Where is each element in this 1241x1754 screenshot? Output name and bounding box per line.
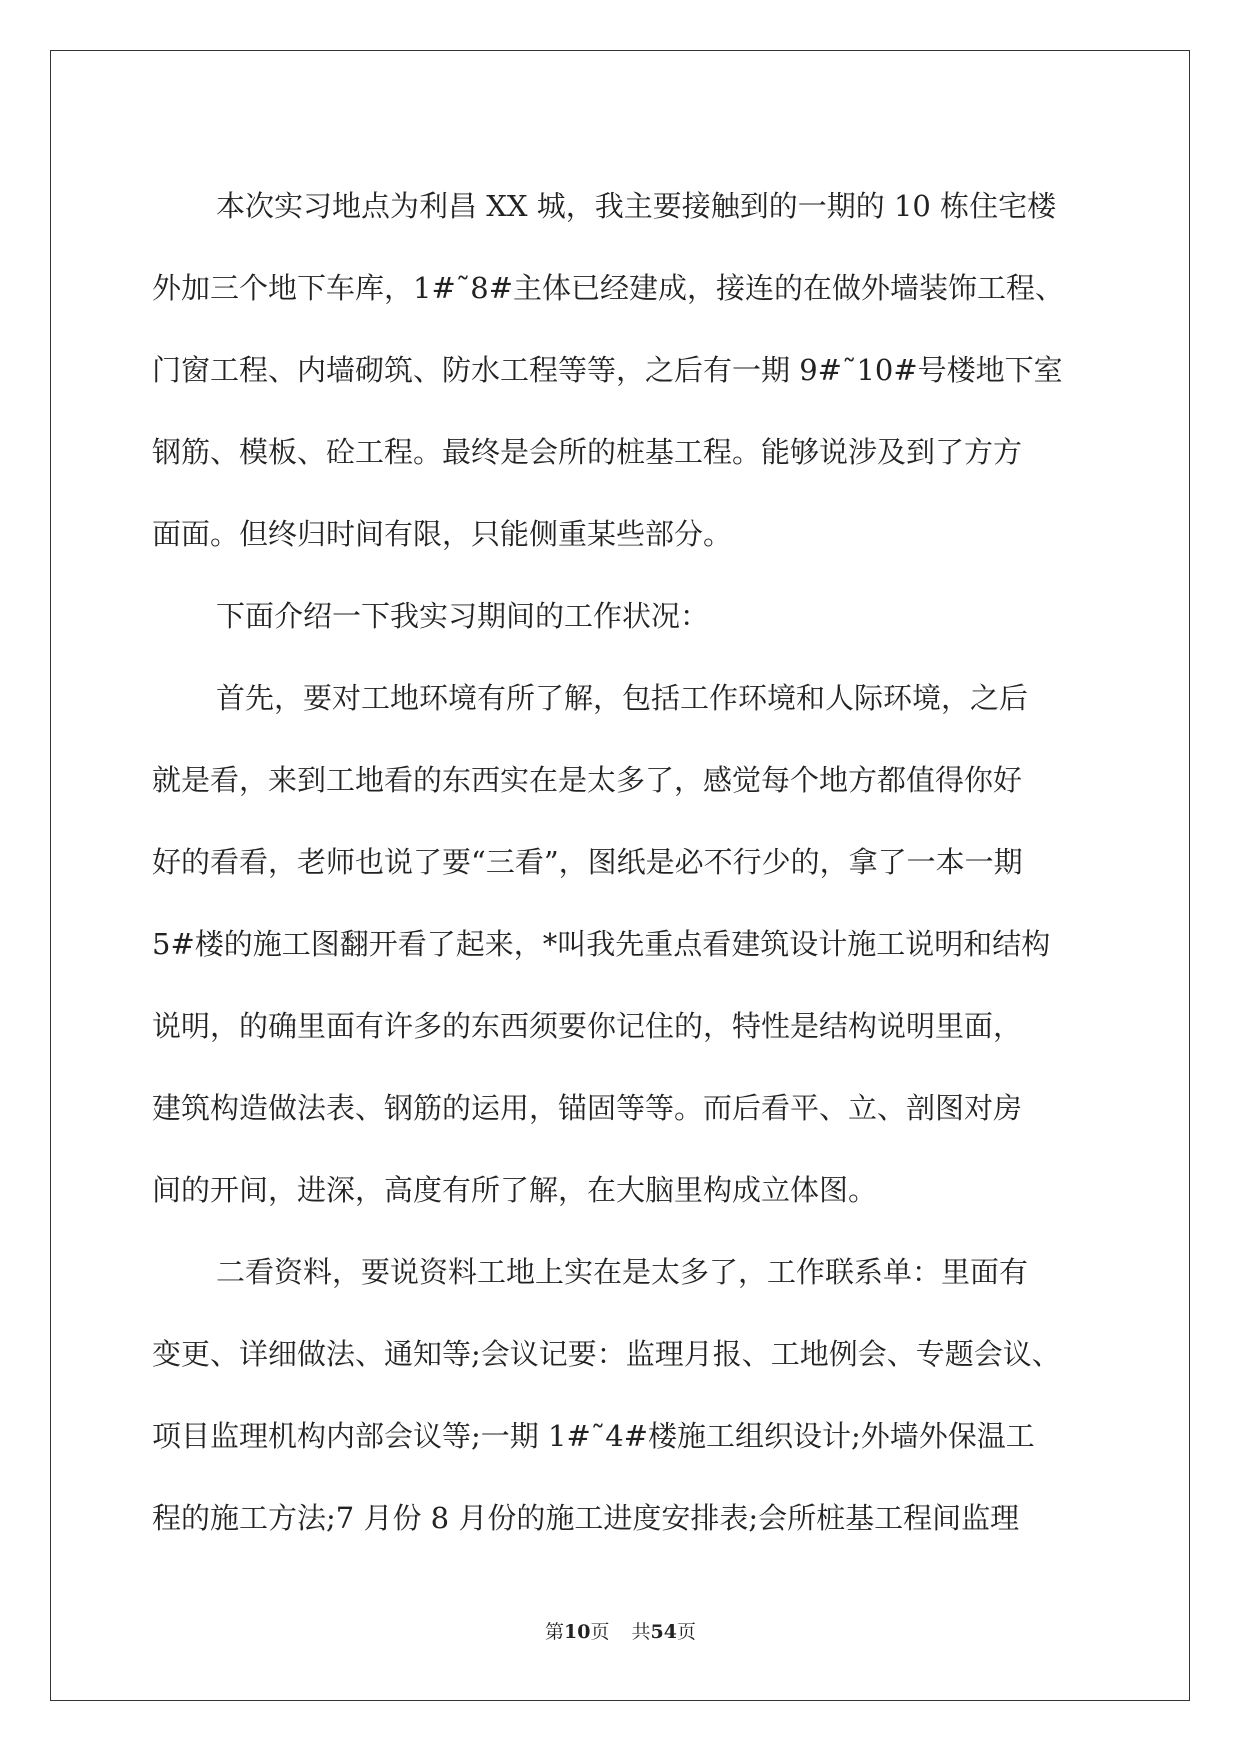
- paragraph-line: 好的看看，老师也说了要“三看”，图纸是必不行少的，拿了一本一期: [152, 845, 1023, 879]
- total-prefix: 共: [631, 1621, 651, 1643]
- paragraph-line: 间的开间，进深，高度有所了解，在大脑里构成立体图。: [152, 1173, 878, 1207]
- total-pages: 54: [650, 1621, 677, 1643]
- paragraph-line: 项目监理机构内部会议等;一期 1#˜4#楼施工组织设计;外墙外保温工: [152, 1419, 1035, 1453]
- page-number: 10: [564, 1621, 591, 1643]
- paragraph-line: 首先，要对工地环境有所了解，包括工作环境和人际环境，之后: [216, 681, 1029, 715]
- paragraph-line: 门窗工程、内墙砌筑、防水工程等等，之后有一期 9#˜10#号楼地下室: [152, 353, 1063, 387]
- paragraph-line: 建筑构造做法表、钢筋的运用，锚固等等。而后看平、立、剖图对房: [152, 1091, 1023, 1125]
- page-suffix: 页: [590, 1621, 610, 1643]
- paragraph-line: 本次实习地点为利昌 XX 城，我主要接触到的一期的 10 栋住宅楼: [216, 189, 1057, 223]
- paragraph-line: 钢筋、模板、砼工程。最终是会所的桩基工程。能够说涉及到了方方: [152, 435, 1023, 469]
- paragraph-line: 说明，的确里面有许多的东西须要你记住的，特性是结构说明里面，: [152, 1009, 1023, 1043]
- paragraph-line: 5#楼的施工图翻开看了起来，*叫我先重点看建筑设计施工说明和结构: [152, 927, 1051, 961]
- page-footer: [0, 1617, 1241, 1644]
- paragraph-line: 外加三个地下车库，1#˜8#主体已经建成，接连的在做外墙装饰工程、: [152, 271, 1065, 305]
- document-body: [152, 165, 1092, 1559]
- paragraph-line: 程的施工方法;7 月份 8 月份的施工进度安排表;会所桩基工程间监理: [152, 1501, 1020, 1535]
- total-suffix: 页: [676, 1621, 696, 1643]
- page-prefix: 第: [545, 1621, 565, 1643]
- paragraph-line: 就是看，来到工地看的东西实在是太多了，感觉每个地方都值得你好: [152, 763, 1023, 797]
- paragraph-line: 下面介绍一下我实习期间的工作状况：: [216, 599, 710, 633]
- paragraph-line: 面面。但终归时间有限，只能侧重某些部分。: [152, 517, 733, 551]
- paragraph-line: 变更、详细做法、通知等;会议记要：监理月报、工地例会、专题会议、: [152, 1337, 1061, 1371]
- paragraph-line: 二看资料，要说资料工地上实在是太多了，工作联系单：里面有: [216, 1255, 1029, 1289]
